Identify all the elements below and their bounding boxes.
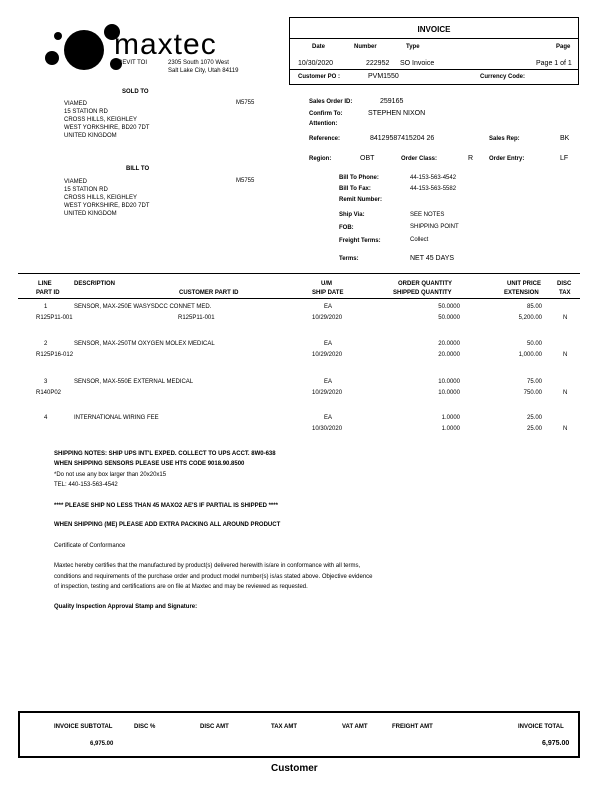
number-label: Number — [354, 44, 377, 50]
sold-to-line: 15 STATION RD — [64, 109, 108, 115]
bill-to-address — [64, 178, 149, 218]
reference-value: 84129587415204 26 — [370, 135, 435, 142]
row-unit-price: 85.00 — [526, 304, 542, 310]
row-ship-date: 10/29/2020 — [312, 390, 343, 396]
invoice-number: 222952 — [366, 60, 390, 67]
vat-amt-label: VAT AMT — [342, 724, 368, 730]
row-extension: 25.00 — [526, 426, 542, 432]
date-label: Date — [312, 44, 326, 50]
sold-to-code: M5755 — [236, 100, 255, 106]
bill-to-line: WEST YORKSHIRE, BD20 7DT — [64, 203, 150, 209]
row-description: SENSOR, MAX-550E EXTERNAL MEDICAL — [74, 379, 194, 385]
confirm-label: Confirm To: — [309, 111, 343, 117]
order-entry-label: Order Entry: — [489, 156, 525, 162]
total-label: INVOICE TOTAL — [518, 724, 564, 730]
remit-label: Remit Number: — [339, 197, 383, 203]
row-unit-price: 75.00 — [526, 379, 542, 385]
sales-rep-value: BK — [560, 135, 570, 142]
terms-value: NET 45 DAYS — [410, 255, 455, 262]
sales-order-label: Sales Order ID: — [309, 99, 353, 105]
ship-via-label: Ship Via: — [339, 212, 365, 218]
row-ship-date: 10/29/2020 — [312, 315, 343, 321]
row-line: 1 — [44, 304, 48, 310]
cert-title: Certificate of Conformance — [54, 543, 126, 549]
row-part-id: R125P11-001 — [36, 315, 73, 321]
shipping-note-3: *Do not use any box larger than 20x20x15 — [54, 472, 167, 478]
row-extension: 5,200.00 — [518, 315, 542, 321]
row-line: 4 — [44, 415, 48, 421]
bill-to-line: VIAMED — [64, 179, 88, 185]
shipping-note-1: SHIPPING NOTES: SHIP UPS INT'L EXPED. COLLECT TO UPS ACCT. 8W0-638 — [54, 451, 276, 457]
invoice-header-box — [289, 17, 579, 85]
row-part-id: R140P02 — [36, 390, 62, 396]
row-shipped-qty: 1.0000 — [441, 426, 460, 432]
disc-pct-label: DISC % — [134, 724, 156, 730]
row-shipped-qty: 50.0000 — [438, 315, 460, 321]
order-class-value: R — [468, 155, 474, 162]
copy-label: Customer — [271, 763, 318, 774]
bill-to-label: BILL TO — [126, 166, 150, 172]
row-customer-part: R125P11-001 — [178, 315, 215, 321]
col-tax: TAX — [559, 290, 571, 296]
row-unit-price: 50.00 — [526, 341, 542, 347]
sold-to-line: WEST YORKSHIRE, BD20 7DT — [64, 125, 150, 131]
invoice-type: SO Invoice — [400, 60, 435, 67]
row-unit-price: 25.00 — [526, 415, 542, 421]
shipping-note-4: TEL: 440-153-563-4542 — [54, 482, 118, 488]
customer-po-label: Customer PO : — [298, 74, 341, 80]
row-description: SENSOR, MAX-250E WASYSDCC CONNET MED. — [74, 304, 212, 310]
invoice-date: 10/30/2020 — [298, 60, 334, 67]
row-ship-date: 10/30/2020 — [312, 426, 343, 432]
fob-label: FOB: — [339, 225, 354, 231]
col-line: LINE — [38, 281, 52, 287]
col-um: U/M — [321, 281, 332, 287]
invoice-page: Page 1 of 1 — [536, 60, 572, 67]
row-shipped-qty: 10.0000 — [438, 390, 460, 396]
table-header-border — [18, 298, 580, 299]
row-order-qty: 50.0000 — [438, 304, 460, 310]
row-tax: N — [563, 426, 568, 432]
row-tax: N — [563, 352, 568, 358]
sold-to-label: SOLD TO — [122, 89, 149, 95]
row-part-id: R125P16-012 — [36, 352, 74, 358]
row-line: 3 — [44, 379, 48, 385]
company-address-line1: 2305 South 1070 West — [168, 60, 229, 66]
row-order-qty: 10.0000 — [438, 379, 460, 385]
type-label: Type — [406, 44, 420, 50]
cert-line-2: conditions and requirements of the purchase order and product model number(s) is/as stated above. Objective evidence — [54, 574, 373, 580]
table-top-border — [18, 273, 580, 274]
col-shipped-qty: SHIPPED QUANTITY — [393, 290, 452, 296]
sold-to-line: VIAMED — [64, 101, 88, 107]
subtotal-label: INVOICE SUBTOTAL — [54, 724, 113, 730]
page-label: Page — [556, 44, 571, 50]
customer-po-value: PVM1550 — [368, 73, 399, 80]
terms-label: Terms: — [339, 256, 359, 262]
subtotal-value: 6,975.00 — [90, 741, 114, 747]
sold-to-line: CROSS HILLS, KEIGHLEY — [64, 117, 138, 123]
company-address-line2: Salt Lake City, Utah 84119 — [168, 68, 239, 74]
bill-to-line: UNITED KINGDOM — [64, 211, 117, 217]
col-ship-date: SHIP DATE — [312, 290, 344, 296]
total-value: 6,975.00 — [542, 740, 570, 747]
col-description: DESCRIPTION — [74, 281, 116, 287]
tax-amt-label: TAX AMT — [271, 724, 297, 730]
disc-amt-label: DISC AMT — [200, 724, 229, 730]
bill-fax-value: 44-153-563-5582 — [410, 186, 457, 192]
region-label: Region: — [309, 156, 332, 162]
order-class-label: Order Class: — [401, 156, 438, 162]
cert-line-3: of inspection, testing and certifications are on file at Maxtec and may be reviewed as requested. — [54, 584, 308, 590]
col-disc: DISC — [557, 281, 572, 287]
sales-order-value: 259165 — [380, 98, 404, 105]
bill-fax-label: Bill To Fax: — [339, 186, 371, 192]
packing-note: WHEN SHIPPING (ME) PLEASE ADD EXTRA PACKING ALL AROUND PRODUCT — [54, 522, 281, 528]
row-line: 2 — [44, 341, 48, 347]
freight-value: Collect — [410, 237, 429, 243]
bill-phone-label: Bill To Phone: — [339, 175, 379, 181]
row-extension: 750.00 — [523, 390, 542, 396]
row-um: EA — [324, 341, 333, 347]
row-order-qty: 20.0000 — [438, 341, 460, 347]
order-entry-value: LF — [560, 155, 569, 162]
revision-text: REVIT TOI — [118, 60, 148, 66]
row-tax: N — [563, 315, 568, 321]
reference-label: Reference: — [309, 136, 341, 142]
currency-label: Currency Code: — [480, 74, 526, 80]
sold-to-line: UNITED KINGDOM — [64, 133, 117, 139]
col-order-qty: ORDER QUANTITY — [398, 281, 452, 287]
cert-line-1: Maxtec hereby certifies that the manufactured by product(s) delivered herewith is/are in conformance with all terms, — [54, 563, 361, 569]
row-tax: N — [563, 390, 568, 396]
row-description: SENSOR, MAX-250TM OXYGEN MOLEX MEDICAL — [74, 341, 215, 347]
row-um: EA — [324, 304, 333, 310]
col-customer-part: CUSTOMER PART ID — [179, 290, 239, 296]
ship-via-value: SEE NOTES — [410, 212, 445, 218]
logo-text: maxtec — [114, 28, 217, 61]
sales-rep-label: Sales Rep: — [489, 136, 520, 142]
region-value: OBT — [360, 155, 375, 162]
bill-to-code: M5755 — [236, 178, 255, 184]
row-um: EA — [324, 379, 333, 385]
row-shipped-qty: 20.0000 — [438, 352, 460, 358]
invoice-title: INVOICE — [417, 25, 451, 34]
bill-phone-value: 44-153-563-4542 — [410, 175, 457, 181]
col-unit-price: UNIT PRICE — [507, 281, 542, 287]
stamp-label: Quality Inspection Approval Stamp and Signature: — [54, 604, 198, 610]
fob-value: SHIPPING POINT — [410, 224, 459, 230]
confirm-value: STEPHEN NIXON — [368, 110, 426, 117]
bill-to-line: 15 STATION RD — [64, 187, 108, 193]
partial-note: **** PLEASE SHIP NO LESS THAN 45 MAXO2 AE'S IF PARTIAL IS SHIPPED **** — [54, 503, 278, 509]
col-part-id: PART ID — [36, 290, 60, 296]
freight-amt-label: FREIGHT AMT — [392, 724, 433, 730]
shipping-note-2: WHEN SHIPPING SENSORS PLEASE USE HTS CODE 9018.90.8500 — [54, 461, 245, 467]
freight-label: Freight Terms: — [339, 238, 381, 244]
row-description: INTERNATIONAL WIRING FEE — [74, 415, 159, 421]
row-ship-date: 10/29/2020 — [312, 352, 343, 358]
col-extension: EXTENSION — [504, 290, 539, 296]
company-logo-block — [18, 16, 260, 84]
row-um: EA — [324, 415, 333, 421]
totals-box — [18, 711, 580, 758]
sold-to-address — [64, 100, 149, 140]
row-extension: 1,000.00 — [518, 352, 542, 358]
bill-to-line: CROSS HILLS, KEIGHLEY — [64, 195, 138, 201]
row-order-qty: 1.0000 — [441, 415, 460, 421]
attention-label: Attention: — [309, 121, 338, 127]
